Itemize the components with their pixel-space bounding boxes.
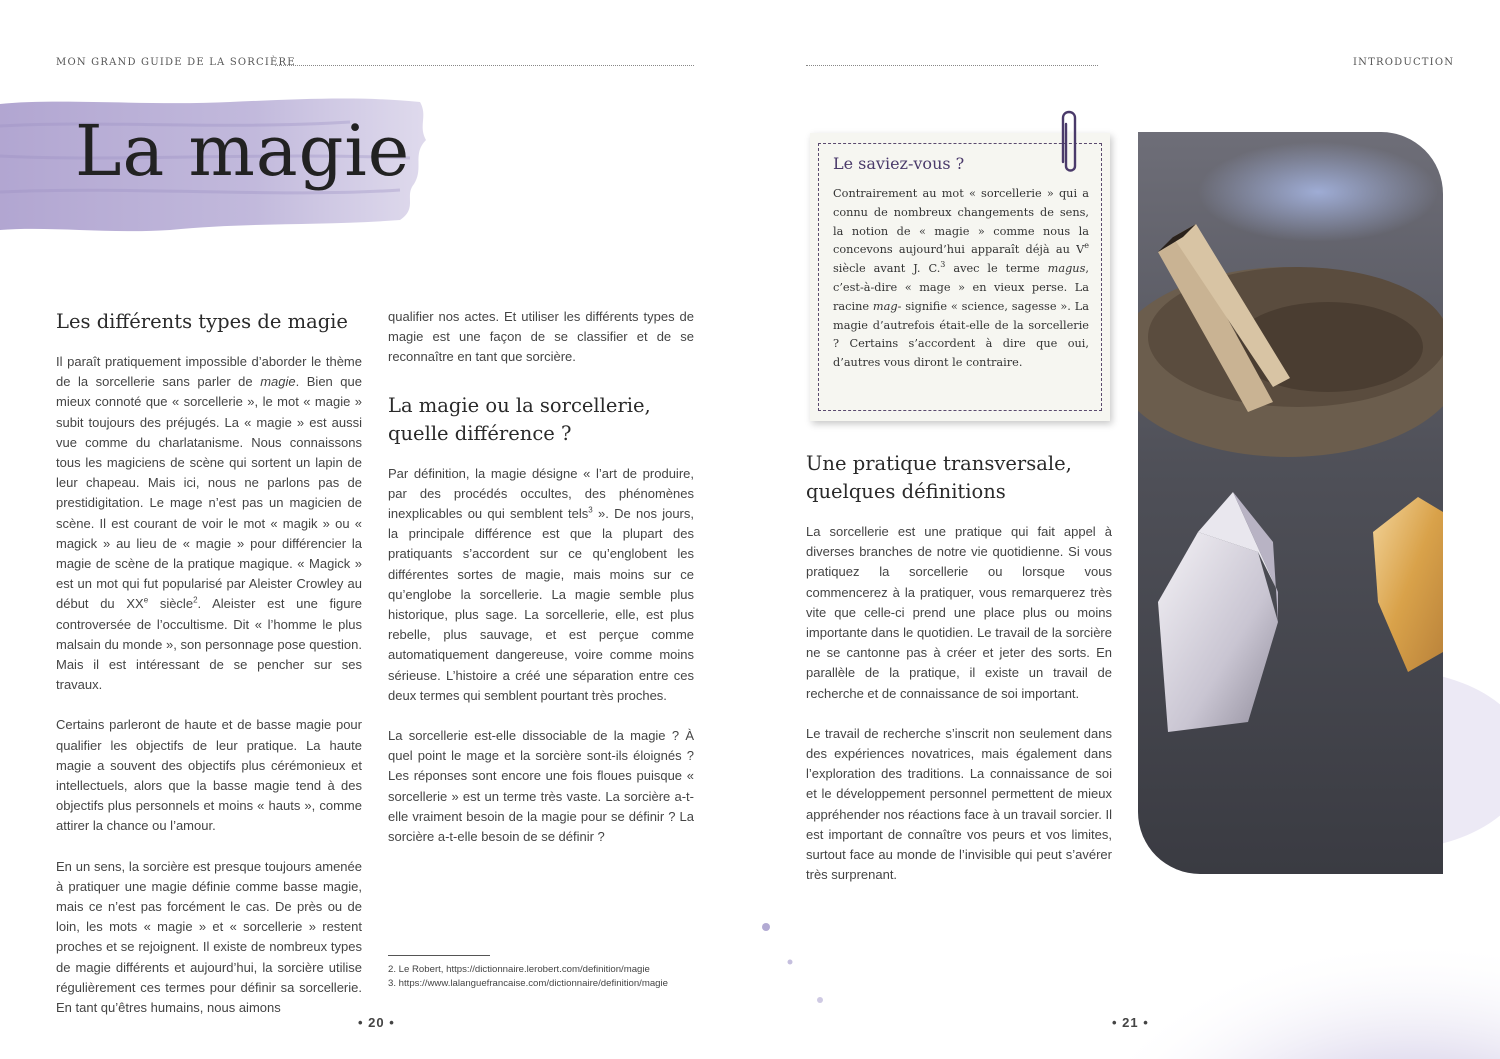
heading-pratique-transversale: Une pratique transversale, quelques définitions — [806, 452, 1072, 503]
heading-types-de-magie: Les différents types de magie — [56, 310, 348, 333]
paragraph: La sorcellerie est une pratique qui fait appel à diverses branches de notre vie quotidienne. Si vous pratiquez la sorcellerie ou lorsque vous commencerez à la pratiquer, vous remarquerez très vite que celle-ci prend une place plus ou moins importante dans le quotidien. Le travail de la sorcière ne se cantonne pas à créer et jeter des sorts. En parallèle de la pratique, il existe un travail de recherche et de connaissance de soi important. — [806, 524, 1112, 701]
header-dotted-rule — [275, 65, 694, 66]
paragraph: qualifier nos actes. Et utiliser les différents types de magie est une façon de se classifier et de se reconnaître en tant que sorcière. — [388, 309, 694, 365]
footnote: 3. https://www.lalanguefrancaise.com/dictionnaire/definition/magie — [388, 978, 668, 989]
crystals-and-incense-photo — [1138, 132, 1443, 874]
header-dotted-rule — [806, 65, 1098, 66]
note-title: Le saviez-vous ? — [833, 154, 965, 173]
paragraph: La sorcellerie est-elle dissociable de la magie ? À quel point le mage et la sorcière sont-ils éloignés ? Les réponses sont encore une fois floues puisque « sorcellerie » est un terme très vaste. La sorcière a-t-elle vraiment besoin de la magie pour se définir ? La sorcière a-t-elle besoin de se définir ? — [388, 728, 694, 845]
note-text: Contrairement au mot « sorcellerie » qui a connu de nombreux changements de sens, la notion de « magie » comme nous la concevons aujourd’hui apparaît déjà au Ve siècle avant J. C.$^3$ avec le terme magus, c’est-à-dire « mage » en vieux perse. La racine mag- signifie « science, sagesse ». La magie d’autrefois était-elle de la sorcellerie ? Certains s’accordent à dire que oui, d’autres vous diront le contraire. — [833, 187, 1089, 370]
running-head-left: MON GRAND GUIDE DE LA SORCIÈRE — [56, 57, 296, 68]
paragraph: Par définition, la magie désigne « l’art de produire, par des procédés occultes, des phénomènes inexplicables ou qui semblent tels$^3$ ». De nos jours, la principale différence est que la plupart des pratiquants s’accordent sur ce qu’englobent les différentes sortes de magie, mais moins sur ce qu’englobe la sorcellerie. La magie semble plus historique, plus sage. La sorcellerie, elle, est plus rebelle, plus sauvage, et est perçue comme automatiquement dangereuse, voire comme moins sérieuse. L’histoire a créé une séparation entre ces deux termes qui semblent pourtant très proches. — [388, 465, 694, 703]
right-page — [750, 0, 1500, 1059]
left-column-1 — [56, 308, 362, 1038]
paperclip-icon — [1054, 104, 1084, 174]
footnote-rule — [388, 955, 490, 956]
did-you-know-box — [810, 133, 1110, 421]
paragraph: Le travail de recherche s’inscrit non seulement dans des expériences novatrices, mais également dans l’exploration des traditions. La connaissance de soi et le développement personnel permettent de mieux appréhender nos réactions face à un travail sorcier. Il est important de connaître vos peurs et vos limites, surtout face au monde de l’invisible qui peut s’avérer très surprenant. — [806, 725, 1112, 883]
footnote: 2. Le Robert, https://dictionnaire.lerobert.com/definition/magie — [388, 964, 650, 975]
page-number-left: • 20 • — [358, 1015, 395, 1030]
left-column-2 — [388, 307, 694, 867]
page-title: La magie — [75, 110, 411, 192]
heading-magie-ou-sorcellerie: La magie ou la sorcellerie, quelle différence ? — [388, 393, 651, 445]
paragraph: Certains parleront de haute et de basse magie pour qualifier les objectifs de leur pratique. La haute magie a souvent des objectifs plus cérémonieux et intellectuels, alors que la basse magie tend à des objectifs plus personnels et moins « hauts », comme attirer la chance ou l’amour. — [56, 717, 362, 834]
paragraph: Il paraît pratiquement impossible d’aborder le thème de la sorcellerie sans parler de magie. Bien que mieux connoté que « sorcellerie », le mot « magie » subit toujours des préjugés. La « magie » est aussi vue comme du charlatanisme. Nous connaissons tous les magiciens de scène qui sortent un lapin de leur chapeau. Mais ici, nous ne parlons pas de prestidigitation. Le mage n’est pas un magicien de scène. Il est courant de voir le mot « magik » ou « magick » au lieu de « magie » pour différencier la magie de scène de la pratique magique. « Magick » est un mot qui fut popularisé par Aleister Crowley au début du XXe siècle$^2$. Aleister est une figure controversée de l’occultisme. Dit « l’homme le plus malsain du monde », son personnage pose question. Mais il est intéressant de se pencher sur ses travaux. — [56, 354, 362, 693]
page-number-right: • 21 • — [1112, 1015, 1149, 1030]
footnotes — [388, 963, 668, 991]
paragraph: En un sens, la sorcière est presque toujours amenée à pratiquer une magie définie comme basse magie, mais ce n’est pas forcément le cas. De près ou de loin, les mots « magie » et « sorcellerie » restent proches et se rejoignent. Il existe de nombreux types de magie différents et aujourd’hui, la sorcière utilise régulièrement ces termes pour définir sa sorcellerie. En tant qu’êtres humains, nous aimons — [56, 858, 362, 1016]
right-column — [806, 450, 1112, 905]
running-head-right: INTRODUCTION — [1353, 57, 1455, 68]
